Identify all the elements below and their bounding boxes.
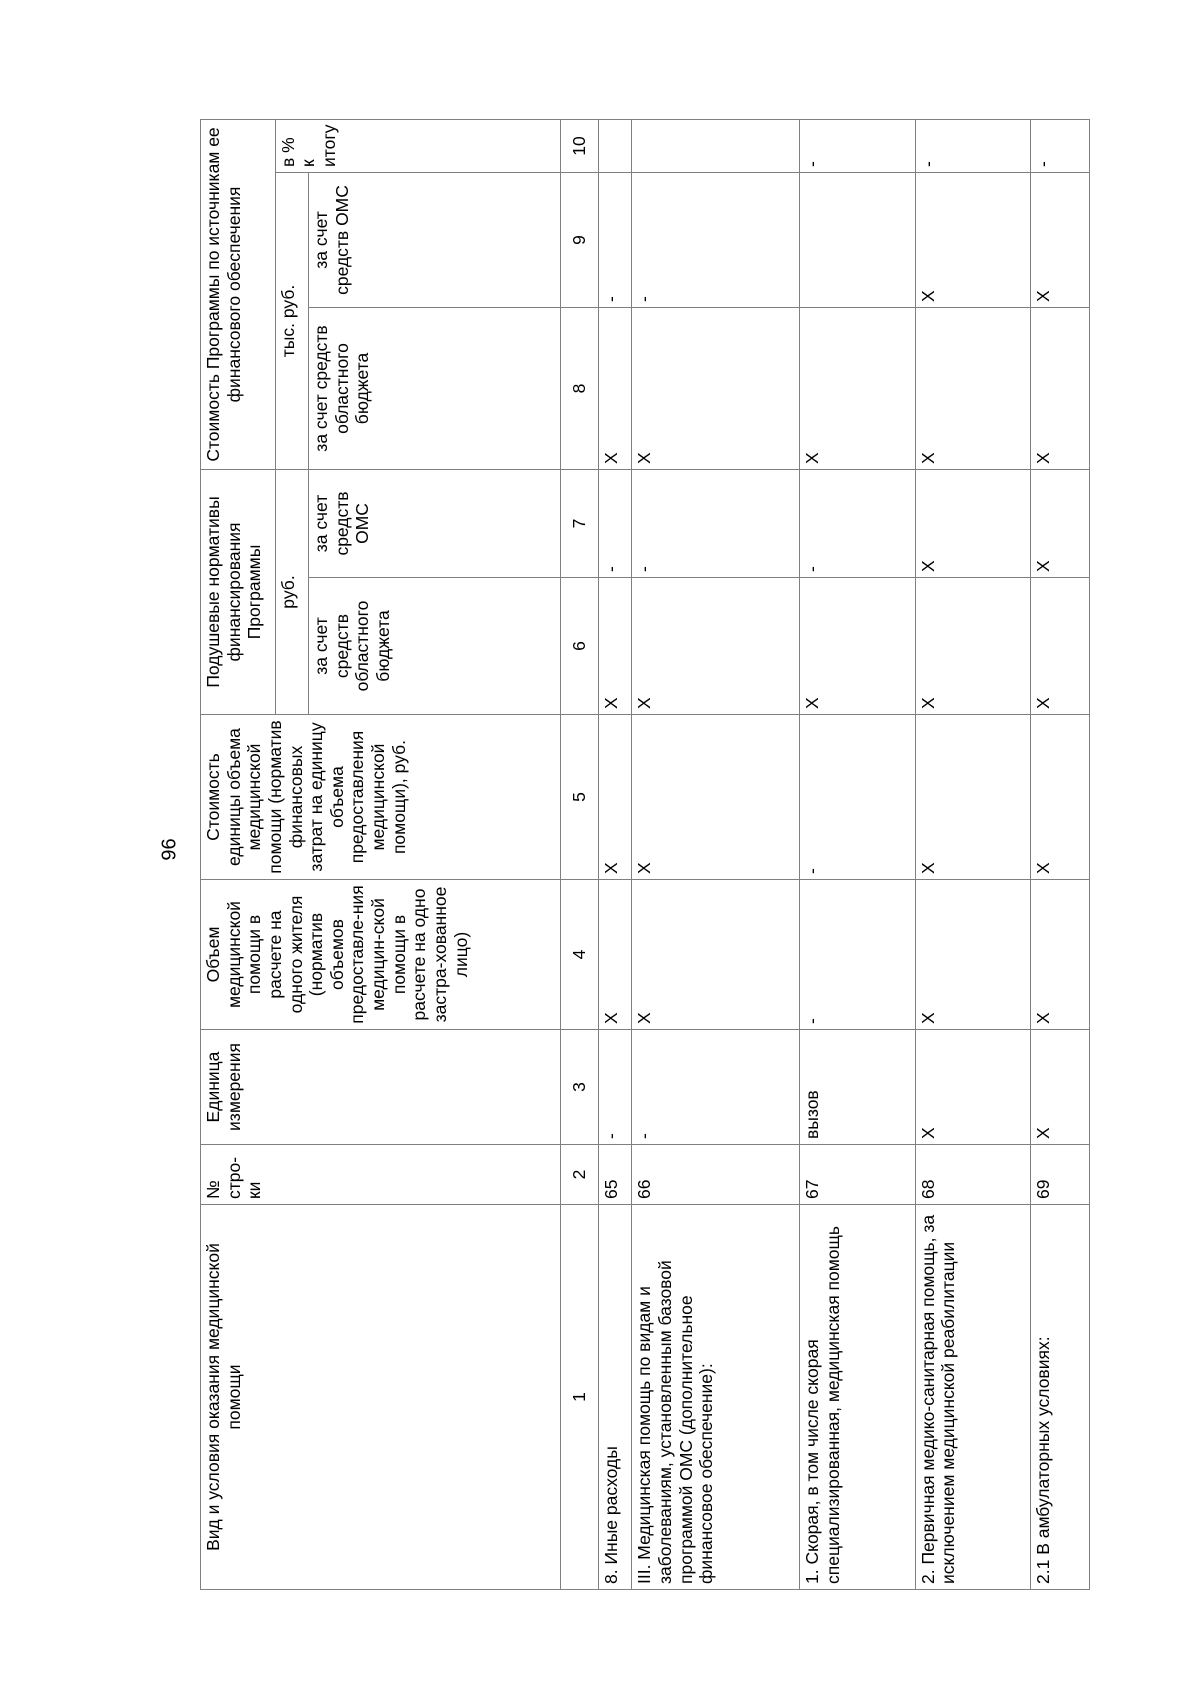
table-row	[632, 119, 800, 1589]
row-unit: -	[632, 1030, 800, 1145]
row-per-capita-oms: Х	[915, 469, 1030, 577]
row-cost-budget: Х	[915, 307, 1030, 469]
row-name: 2. Первичная медико-санитарная помощь, за исключением медицинской реабилитации	[915, 1205, 1030, 1590]
row-unit-cost: -	[800, 715, 915, 880]
row-cost-oms: -	[632, 172, 800, 307]
header-col6: за счет средств областного бюджета	[309, 578, 561, 715]
row-number: 66	[632, 1145, 800, 1205]
row-per-capita-budget: Х	[915, 578, 1030, 715]
row-percent	[598, 119, 632, 172]
row-percent: -	[800, 119, 915, 172]
row-unit: Х	[1031, 1030, 1090, 1145]
column-numbers-row	[560, 119, 598, 1589]
row-per-capita-budget: Х	[632, 578, 800, 715]
column-number: 1	[560, 1205, 598, 1590]
row-unit: Х	[915, 1030, 1030, 1145]
row-cost-budget: Х	[632, 307, 800, 469]
table-row	[598, 119, 632, 1589]
row-cost-oms: -	[598, 172, 632, 307]
header-col8: за счет средств областного бюджета	[309, 307, 561, 469]
table-row	[915, 119, 1030, 1589]
row-per-capita-oms: -	[800, 469, 915, 577]
rotated-table-wrapper	[200, 120, 1090, 1590]
row-percent	[632, 119, 800, 172]
header-col5: Стоимость единицы объема медицинской помощи (норматив финансовых затрат на единицу объема предоставления медицинской помощи), руб.	[201, 715, 561, 880]
row-per-capita-budget: Х	[800, 578, 915, 715]
row-per-capita-budget: Х	[598, 578, 632, 715]
header-col10: в % к итогу	[275, 119, 560, 172]
row-per-capita-oms: -	[632, 469, 800, 577]
row-per-capita-budget: Х	[1031, 578, 1090, 715]
column-number: 4	[560, 880, 598, 1030]
header-col9: за счет средств ОМС	[309, 172, 561, 307]
program-cost-table	[200, 119, 1090, 1590]
header-group-a-unit: руб.	[275, 469, 309, 714]
row-number: 68	[915, 1145, 1030, 1205]
row-number: 65	[598, 1145, 632, 1205]
row-per-capita-oms: Х	[1031, 469, 1090, 577]
row-percent: -	[915, 119, 1030, 172]
row-name: 1. Скорая, в том числе скорая специализированная, медицинская помощь	[800, 1205, 915, 1590]
table-row	[800, 119, 915, 1589]
row-unit: -	[598, 1030, 632, 1145]
column-number: 8	[560, 307, 598, 469]
header-group-a: Подушевые нормативы финансирования Программы	[201, 469, 276, 714]
table-row	[1031, 119, 1090, 1589]
row-cost-budget: Х	[800, 307, 915, 469]
row-name: 8. Иные расходы	[598, 1205, 632, 1590]
row-cost-budget: Х	[598, 307, 632, 469]
column-number: 6	[560, 578, 598, 715]
column-number: 9	[560, 172, 598, 307]
row-name: 2.1 В амбулаторных условиях:	[1031, 1205, 1090, 1590]
row-unit-cost: Х	[598, 715, 632, 880]
column-number: 10	[560, 119, 598, 172]
header-col1: Вид и условия оказания медицинской помощи	[201, 1205, 561, 1590]
header-group-b-unit: тыс. руб.	[275, 172, 309, 469]
row-unit-cost: Х	[632, 715, 800, 880]
row-volume: Х	[1031, 880, 1090, 1030]
row-number: 69	[1031, 1145, 1090, 1205]
header-col3: Единица измерения	[201, 1030, 561, 1145]
row-volume: Х	[598, 880, 632, 1030]
row-cost-oms: Х	[915, 172, 1030, 307]
header-row-1	[201, 119, 276, 1589]
row-percent: -	[1031, 119, 1090, 172]
row-cost-oms: Х	[1031, 172, 1090, 307]
row-per-capita-oms: -	[598, 469, 632, 577]
column-number: 7	[560, 469, 598, 577]
page-number: 96	[158, 838, 181, 861]
column-number: 5	[560, 715, 598, 880]
row-volume: Х	[915, 880, 1030, 1030]
row-name: III. Медицинская помощь по видам и заболеваниям, установленным базовой программой ОМС (дополнительное финансовое обеспечение):	[632, 1205, 800, 1590]
row-cost-budget: Х	[1031, 307, 1090, 469]
row-volume: Х	[632, 880, 800, 1030]
row-unit-cost: Х	[1031, 715, 1090, 880]
header-col4: Объем медицинской помощи в расчете на одного жителя (норматив объемов предоставле-ния медицин-ской помощи в расчете на одно застра-хованное лицо)	[201, 880, 561, 1030]
row-unit: вызов	[800, 1030, 915, 1145]
column-number: 2	[560, 1145, 598, 1205]
row-volume: -	[800, 880, 915, 1030]
row-number: 67	[800, 1145, 915, 1205]
row-cost-oms	[800, 172, 915, 307]
column-number: 3	[560, 1030, 598, 1145]
row-unit-cost: Х	[915, 715, 1030, 880]
header-col7: за счет средств ОМС	[309, 469, 561, 577]
header-col2: № стро-ки	[201, 1145, 561, 1205]
header-group-b: Стоимость Программы по источникам ее финансового обеспечения	[201, 119, 276, 469]
